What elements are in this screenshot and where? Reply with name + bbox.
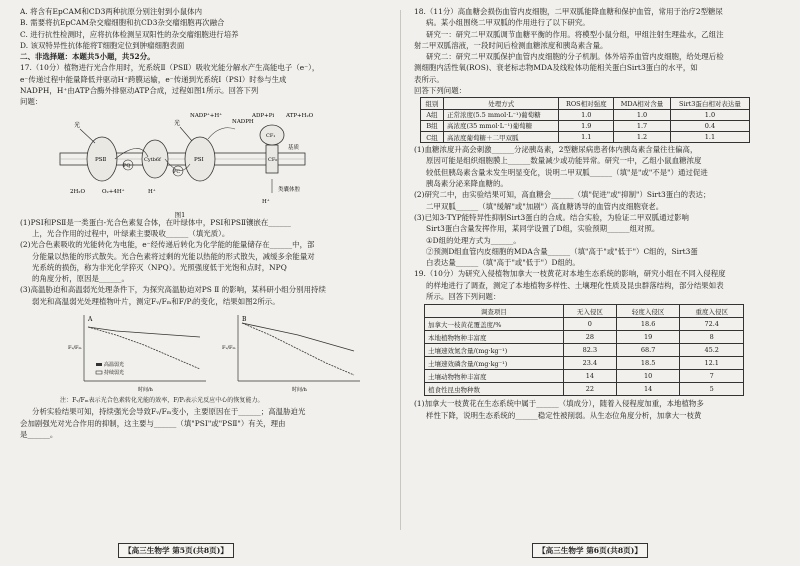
table-cell: 加拿大一枝黄花覆盖度/%	[425, 318, 564, 331]
table-cell: 1.2	[614, 131, 671, 142]
q18-line: 18.（11分）高血糖会损伤血管内皮细胞，二甲双胍能降血糖和保护血管，常用于治疗2型糖尿	[414, 7, 723, 16]
water-label: 2H₂O	[70, 188, 86, 195]
table-row	[425, 344, 744, 357]
table-cell: 土壤动物物种丰富度	[425, 370, 564, 383]
column-header: 重度入侵区	[680, 305, 744, 318]
q18-sub: 较低但胰岛素含量未发生明显变化，说明二甲双胍______（填"是"或"不是"）通过促进	[426, 167, 708, 177]
table-cell: 82.3	[563, 344, 616, 357]
table-cell: 1.1	[559, 131, 614, 142]
q17-sub2: 光系统的损伤，称为非光化学猝灭（NPQ）。光照强度低于光饱和点时，NPQ	[32, 262, 287, 272]
q19-tail: 样性下降，说明生态系统的______稳定性被削弱。从生态位角度分析，加拿大一枝黄	[426, 410, 702, 420]
table-cell: 12.1	[680, 357, 744, 370]
table-cell: 5	[680, 383, 744, 396]
q17-sub2: 的角度分析，原因是______。	[32, 274, 129, 284]
table-cell: 植食性昆虫物种数	[425, 383, 564, 396]
q17-line: 问题：	[20, 97, 43, 107]
column-header: 无入侵区	[563, 305, 616, 318]
figure-2	[66, 309, 390, 395]
q17-tail: 是______。	[20, 429, 58, 439]
column-header: 组别	[421, 98, 444, 109]
table-row	[421, 120, 750, 131]
q18-line: 研究二：研究二甲双胍保护血管内皮细胞的分子机制。体外培养血管内皮细胞，给处理后检	[426, 52, 724, 62]
table-cell: 正常浓度(5.5 mmol·L⁻¹)葡萄糖	[443, 109, 559, 120]
table-cell: 72.4	[680, 318, 744, 331]
proton-label: H⁺	[148, 188, 156, 195]
oxygen-label: O₂+4H⁺	[102, 188, 125, 195]
q17-sub2: 分能量以热能的形式散失。光合色素将过剩的光能以热能的形式散失，减缓多余能量对	[32, 251, 315, 261]
legend-swatch	[96, 363, 102, 366]
table-cell: 28	[563, 331, 616, 344]
q17-sub1: (1)PSⅠ和PSⅡ是一类蛋白-光合色素复合体，在叶绿体中，PSⅠ和PSⅡ镶嵌在______	[20, 217, 291, 227]
q19-line: 所示。回答下列问题：	[426, 291, 501, 301]
q17-sub3: 弱光和高温弱光处理植物叶片，测定Fᵥ/Fₘ和F/Pᵢ的变化，结果如图2所示。	[32, 296, 280, 306]
q17-line: NADPH，H⁺由ATP合酶外排驱动ATP合成，过程如图1所示。回答下列	[20, 86, 259, 96]
q18-line: 研究一：研究二甲双胍调节血糖平衡的作用。将模型小鼠分组，甲组注射生理盐水，乙组注	[426, 29, 724, 39]
table-cell: 45.2	[680, 344, 744, 357]
table-cell: 18.6	[616, 318, 680, 331]
table-cell: 14	[616, 383, 680, 396]
page-footer: 【高三生物学 第6页(共8页)】	[532, 543, 648, 558]
cytb6f-label: Cytb6f	[144, 156, 161, 163]
legend-label: 持续弱光	[104, 370, 125, 377]
series-line	[88, 327, 200, 337]
panel-b-label: B	[242, 316, 247, 324]
table-cell: 19	[616, 331, 680, 344]
table-cell: 0.4	[670, 120, 749, 131]
pq-label: PQ	[123, 162, 131, 169]
atp-label: ATP+H₂O	[286, 112, 314, 119]
series-line	[242, 323, 354, 375]
series-line	[242, 323, 354, 351]
table-19	[424, 304, 744, 396]
q18-line: 测细胞内活性氧(ROS)、衰老标志物MDA及线粒体功能相关蛋白Sirt3蛋白的水平，如	[414, 63, 698, 73]
q17-sub3: (3)高温胁迫和高温弱光处理条件下，为探究高温胁迫对PS Ⅱ 的影响，某科研小组分别用持续	[20, 285, 326, 295]
q18-sub: 胰岛素分泌来降血糖的。	[426, 179, 508, 189]
psii-label: PSⅡ	[95, 156, 107, 163]
cf0-label: CF₀	[268, 156, 278, 163]
table-row	[421, 131, 750, 142]
table-cell: 本地植物物种丰富度	[425, 331, 564, 344]
option-d: D. 该双特异性抗体能将T细胞定位到肿瘤细胞表面	[20, 40, 185, 50]
legend-label: 高温弱光	[104, 362, 125, 369]
lumen-label: 类囊体腔	[278, 186, 301, 193]
light-label: 光	[174, 119, 181, 127]
table-cell: 8	[680, 331, 744, 344]
table-cell: 1.1	[670, 131, 749, 142]
table-cell: 14	[563, 370, 616, 383]
option-a: A. 将含有EpCAM和CD3两种抗原分别注射到小鼠体内	[20, 7, 203, 16]
q17-tail: 分析实验结果可知，持续强光会导致Fᵥ/Fₘ变小，主要原因在于______；高温胁迫光	[32, 407, 306, 417]
table-cell: 高浓度葡萄糖＋二甲双胍	[443, 131, 559, 142]
q18-sub: (3)已知3-TYP能特异性抑制Sirt3蛋白的合成。结合实验，为验证二甲双胍通过影响	[414, 212, 689, 222]
stroma-label: 基质	[288, 144, 300, 151]
table-cell: 7	[680, 370, 744, 383]
q17-line: e⁻传递过程中能量降低并驱动H⁺跨膜运输，e⁻传递到光系统Ⅰ（PSⅠ）时参与生成	[20, 74, 287, 84]
table-cell: B组	[421, 120, 444, 131]
q19-line: 的样地进行了调查，测定了本地植物多样性、土壤理化性质及昆虫群落结构，部分结果如表	[426, 280, 724, 290]
table-cell: 10	[616, 370, 680, 383]
thylakoid-membrane-diagram	[40, 109, 320, 207]
table-cell: 1.0	[670, 109, 749, 120]
cf1-label: CF₁	[266, 132, 276, 139]
q18-line: 表所示。	[414, 74, 444, 84]
q18-sub: ②预测D组血管内皮细胞的MDA含量______（填"高于"或"低于"）C组的，Sirt3蛋	[426, 246, 698, 256]
q18-line: 回答下列问题：	[414, 86, 467, 96]
q17-sub2: (2)光合色素吸收的光能转化为电能，e⁻经传递后转化为化学能的能量储存在______中，部	[20, 240, 315, 250]
table-cell: 1.7	[614, 120, 671, 131]
table-row	[425, 370, 744, 383]
legend-swatch	[96, 371, 102, 374]
adp-pi-label: ADP+Pi	[252, 112, 275, 119]
table-row	[425, 383, 744, 396]
option-b: B. 需要将抗EpCAM杂交瘤细胞和抗CD3杂交瘤细胞再次融合	[20, 18, 225, 28]
table-cell: A组	[421, 109, 444, 120]
q18-sub: Sirt3蛋白含量发挥作用，某同学设置了D组，实验预期______组对照。	[426, 224, 660, 234]
q18-sub: ①D组的处理方式为______。	[426, 235, 521, 245]
x-axis-label: 时间/h	[138, 387, 153, 394]
table-row	[425, 331, 744, 344]
option-c: C. 进行抗性检测时，应将抗体检测呈双阳性的杂交瘤细胞进行培养	[20, 29, 239, 39]
nadph-label: NADPH	[232, 118, 254, 125]
panel-a-label: A	[88, 316, 93, 324]
table-header-row	[421, 98, 750, 109]
table-cell: 土壤速效氮含量/(mg·kg⁻¹)	[425, 344, 564, 357]
q19-tail: (1)加拿大一枝黄花在生态系统中属于______（填成分），随着入侵程度加重，本地植物多	[414, 399, 704, 409]
q18-sub: (1)血糖浓度升高会刺激______分泌胰岛素，2型糖尿病患者体内胰岛素含量往往偏高，	[414, 145, 698, 155]
q18-sub: 二甲双胍______（填"缓解"或"加剧"）高血糖诱导的血管内皮细胞衰老。	[426, 201, 664, 211]
column-header: 调查项目	[425, 305, 564, 318]
section-heading: 二、非选择题：本题共5小题，共52分。	[20, 52, 155, 62]
table-cell: 1.0	[614, 109, 671, 120]
column-header: 处理方式	[443, 98, 559, 109]
table-header-row	[425, 305, 744, 318]
figure-2-panel-a	[66, 309, 214, 395]
table-cell: 18.5	[616, 357, 680, 370]
q18-line: 病。某小组围绕二甲双胍的作用进行了以下研究。	[426, 18, 590, 28]
nadp-label: NADP⁺+H⁺	[190, 112, 223, 119]
q18-sub: 白表达量______（填"高于"或"低于"）D组的。	[426, 258, 580, 268]
pc-label: PC	[173, 168, 181, 175]
figure-1-photosynthesis-diagram	[40, 109, 320, 217]
figure-2-caption: 注：Fᵥ/Fₘ表示光合色素转化光能的效率，F/Pᵢ表示光反应中心的恢复能力。	[60, 397, 264, 405]
table-18	[420, 97, 750, 143]
table-cell: 0	[563, 318, 616, 331]
page-footer: 【高三生物学 第5页(共8页)】	[118, 543, 234, 558]
table-cell: 22	[563, 383, 616, 396]
table-row	[421, 109, 750, 120]
column-header: MDA相对含量	[614, 98, 671, 109]
q18-sub: 原因可能是组织细胞膜上______数量减少或功能异常。研究一中，乙组小鼠血糖浓度	[426, 156, 702, 166]
q17-line: 17.（10分）植物进行光合作用时，光系统Ⅱ（PSⅡ）吸收光能分解水产生高能电子（e⁻），	[20, 63, 320, 73]
column-header: 轻度入侵区	[616, 305, 680, 318]
psi-label: PSⅠ	[194, 156, 204, 163]
q18-line: 射二甲双胍溶液，一段时间后检测血糖浓度和胰岛素含量。	[414, 40, 608, 50]
column-header: ROS相对强度	[559, 98, 614, 109]
y-axis-label: Fᵥ/Fₘ	[222, 345, 236, 352]
right-page	[400, 0, 800, 566]
q18-sub: (2)研究二中，由实验结果可知，高血糖会______（填"促进"或"抑制"）Sirt3蛋白的表达；	[414, 190, 711, 200]
q17-tail: 会加剧强光对光合作用的抑制，这主要与______（填"PSⅠ"或"PSⅡ"）有关，理由	[20, 418, 286, 428]
table-cell: C组	[421, 131, 444, 142]
table-cell: 68.7	[616, 344, 680, 357]
q19-line: 19.（10分）为研究入侵植物加拿大一枝黄花对本地生态系统的影响，研究小组在不同入侵程度	[414, 269, 726, 279]
light-label: 光	[74, 121, 81, 129]
figure-1-caption: 图1	[174, 210, 186, 219]
proton-label: H⁺	[262, 198, 270, 205]
y-axis-label: Fᵥ/Fₘ	[68, 345, 82, 352]
table-cell: 高浓度(35 mmol·L⁻¹)葡萄糖	[443, 120, 559, 131]
figure-2-panel-b	[220, 309, 368, 395]
table-cell: 23.4	[563, 357, 616, 370]
table-cell: 1.0	[559, 109, 614, 120]
q17-sub1: 上，光合作用的过程中，叶绿素主要吸收______（填光质）。	[32, 228, 230, 238]
table-row	[425, 318, 744, 331]
table-cell: 土壤速效磷含量/(mg·kg⁻¹)	[425, 357, 564, 370]
table-row	[425, 357, 744, 370]
x-axis-label: 时间/h	[292, 387, 307, 394]
column-header: Sirt3蛋白相对表达量	[670, 98, 749, 109]
table-cell: 1.9	[559, 120, 614, 131]
